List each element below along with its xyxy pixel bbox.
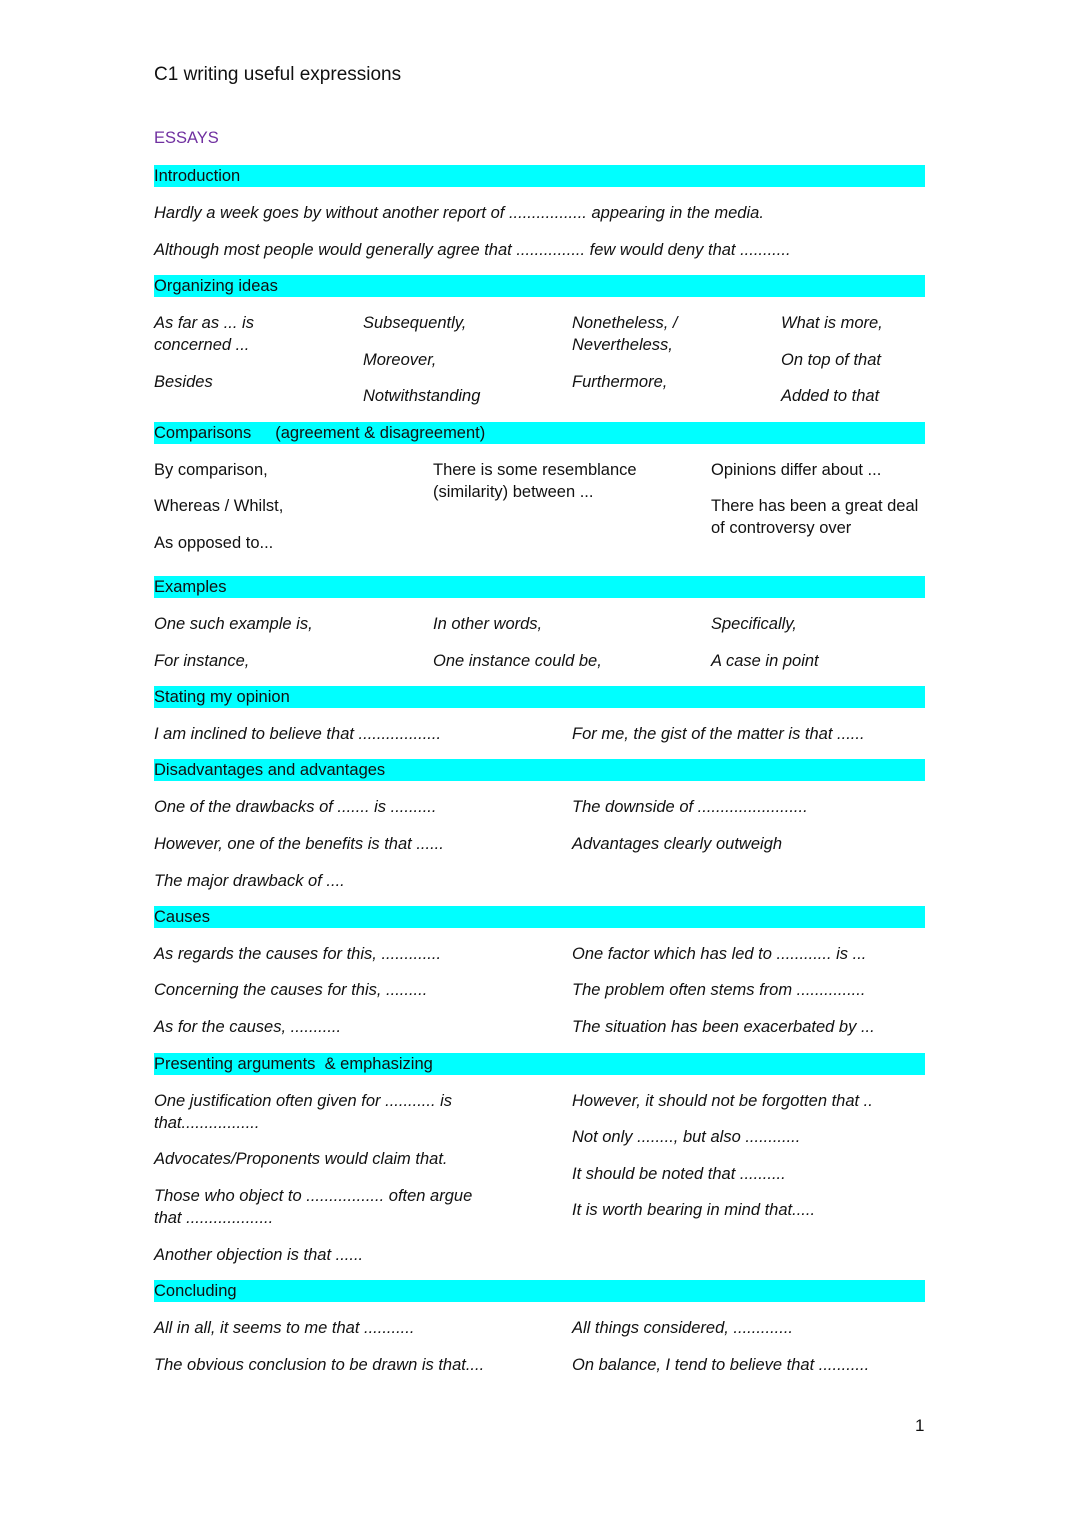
phrase: Another objection is that ...... — [154, 1246, 364, 1264]
phrase: On balance, I tend to believe that ........... — [572, 1356, 870, 1374]
heading-comparisons-title: Comparisons — [154, 424, 252, 442]
phrase: Those who object to ................. often argue that ................... — [154, 1187, 473, 1227]
section-label-essays: ESSAYS — [154, 129, 219, 147]
phrase: All things considered, ............. — [572, 1319, 794, 1337]
heading-causes: Causes — [154, 906, 925, 928]
heading-introduction: Introduction — [154, 165, 925, 187]
phrase: In other words, — [433, 615, 543, 633]
phrase: Whereas / Whilst, — [154, 497, 284, 515]
phrase: Subsequently, — [363, 314, 467, 332]
phrase: As opposed to... — [154, 534, 274, 552]
phrase: Furthermore, — [572, 373, 668, 391]
phrase: It is worth bearing in mind that..... — [572, 1201, 816, 1219]
document-title: C1 writing useful expressions — [154, 64, 402, 85]
page-number: 1 — [915, 1416, 925, 1435]
phrase: One of the drawbacks of ....... is .......... — [154, 798, 437, 816]
phrase: Advantages clearly outweigh — [572, 835, 783, 853]
phrase: For instance, — [154, 652, 250, 670]
phrase: Notwithstanding — [363, 387, 481, 405]
phrase: The obvious conclusion to be drawn is that.... — [154, 1356, 485, 1374]
phrase: One such example is, — [154, 615, 313, 633]
phrase: Although most people would generally agree that ............... few would deny that ........... — [154, 241, 791, 259]
phrase: However, one of the benefits is that ...... — [154, 835, 444, 853]
phrase: For me, the gist of the matter is that ...... — [572, 725, 865, 743]
phrase: One justification often given for ........... is that................. — [154, 1092, 453, 1132]
phrase: However, it should not be forgotten that .. — [572, 1092, 873, 1110]
phrase: On top of that — [781, 351, 881, 369]
phrase: Hardly a week goes by without another report of ................. appearing in the media. — [154, 204, 764, 222]
phrase: As far as ... is concerned ... — [154, 314, 254, 354]
phrase: Besides — [154, 373, 213, 391]
phrase: What is more, — [781, 314, 883, 332]
phrase: The major drawback of .... — [154, 872, 345, 890]
phrase: Moreover, — [363, 351, 437, 369]
phrase: By comparison, — [154, 461, 268, 479]
phrase: All in all, it seems to me that ........... — [154, 1319, 415, 1337]
heading-examples: Examples — [154, 576, 925, 598]
phrase: Opinions differ about ... — [711, 461, 882, 479]
heading-concluding: Concluding — [154, 1280, 925, 1302]
heading-organizing-ideas: Organizing ideas — [154, 275, 925, 297]
heading-comparisons — [154, 422, 925, 444]
phrase: It should be noted that .......... — [572, 1165, 786, 1183]
phrase: Advocates/Proponents would claim that. — [154, 1150, 448, 1168]
phrase: One factor which has led to ............ is ... — [572, 945, 867, 963]
phrase: There is some resemblance (similarity) between ... — [433, 461, 637, 501]
heading-comparisons-subtitle: (agreement & disagreement) — [275, 424, 486, 442]
phrase: As for the causes, ........... — [154, 1018, 342, 1036]
phrase: Added to that — [781, 387, 880, 405]
phrase: Specifically, — [711, 615, 797, 633]
phrase: A case in point — [711, 652, 819, 670]
phrase: There has been a great deal of controversy over — [711, 497, 919, 537]
phrase: The downside of ........................ — [572, 798, 808, 816]
phrase: The situation has been exacerbated by ... — [572, 1018, 875, 1036]
phrase: The problem often stems from ............... — [572, 981, 866, 999]
heading-disadvantages-advantages: Disadvantages and advantages — [154, 759, 925, 781]
heading-presenting-arguments: Presenting arguments & emphasizing — [154, 1053, 925, 1075]
phrase: Concerning the causes for this, ......... — [154, 981, 428, 999]
phrase: One instance could be, — [433, 652, 602, 670]
phrase: As regards the causes for this, ............. — [154, 945, 442, 963]
heading-stating-opinion: Stating my opinion — [154, 686, 925, 708]
phrase: Nonetheless, / Nevertheless, — [572, 314, 678, 354]
phrase: I am inclined to believe that .................. — [154, 725, 442, 743]
phrase: Not only ........, but also ............ — [572, 1128, 801, 1146]
